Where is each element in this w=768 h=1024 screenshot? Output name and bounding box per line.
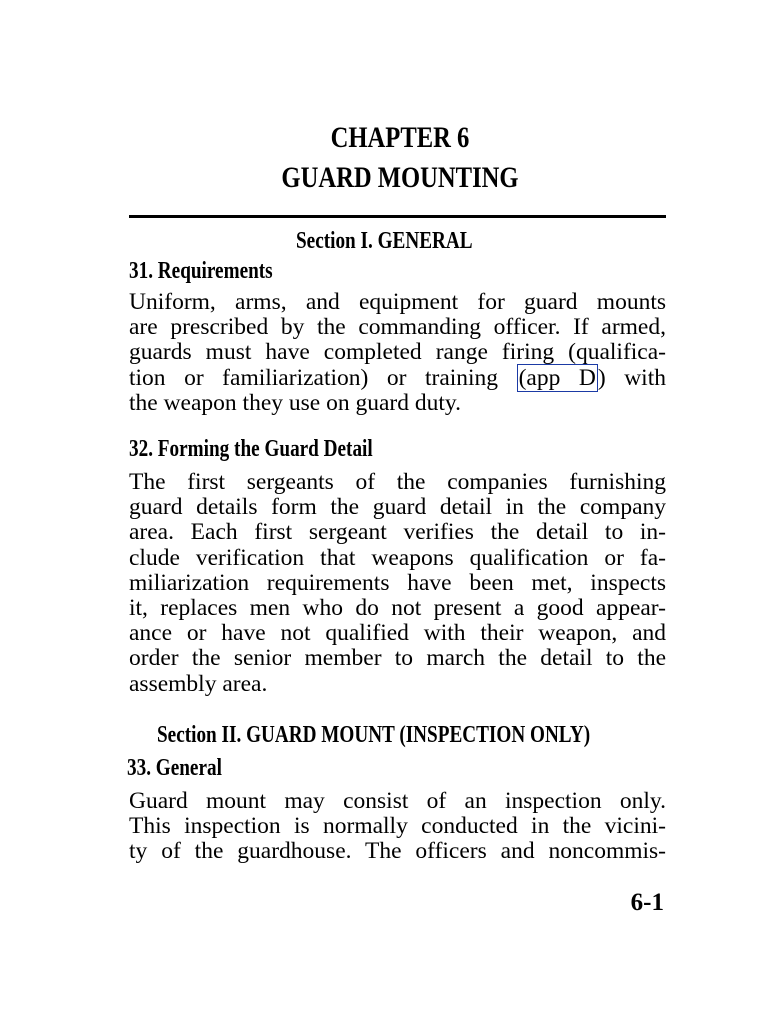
horizontal-rule xyxy=(129,215,666,218)
text-line: it, replaces men who do not present a good appear- xyxy=(129,595,666,622)
text-line: the weapon they use on guard duty. xyxy=(129,389,461,416)
text-line: The first sergeants of the companies furnishing xyxy=(129,469,666,495)
paragraph-heading-forming-guard-detail: 32. Forming the Guard Detail xyxy=(129,436,373,462)
text-line: This inspection is normally conducted in the vicini- xyxy=(129,813,666,840)
paragraph-forming-guard-detail xyxy=(129,470,666,697)
page-number: 6-1 xyxy=(630,889,664,916)
text-line: clude verification that weapons qualification or fa- xyxy=(129,544,666,571)
text-fragment: ) with xyxy=(597,364,666,391)
section-heading-guard-mount: Section II. GUARD MOUNT (INSPECTION ONLY) xyxy=(157,722,591,748)
section-heading-general: Section I. GENERAL xyxy=(296,228,473,254)
text-line xyxy=(129,366,666,391)
paragraph-heading-general: 33. General xyxy=(127,755,222,781)
text-line: guards must have completed range firing (qualifica- xyxy=(129,339,666,366)
text-line: order the senior member to march the detail to the xyxy=(129,645,666,672)
paragraph-heading-requirements: 31. Requirements xyxy=(129,258,273,284)
text-line: ance or have not qualified with their weapon, and xyxy=(129,620,666,647)
chapter-title: GUARD MOUNTING xyxy=(281,161,519,194)
chapter-number: CHAPTER 6 xyxy=(330,121,470,154)
text-line: guard details form the guard detail in the company xyxy=(129,494,666,521)
paragraph-general xyxy=(129,789,666,865)
text-fragment: tion or familiarization) or training xyxy=(129,364,517,391)
text-line: Uniform, arms, and equipment for guard mounts xyxy=(129,289,666,315)
text-line: assembly area. xyxy=(129,670,268,697)
text-line: ty of the guardhouse. The officers and noncommis- xyxy=(129,838,666,865)
paragraph-requirements xyxy=(129,290,666,416)
text-line: are prescribed by the commanding officer. If armed, xyxy=(129,314,666,341)
appendix-d-link[interactable]: (app D xyxy=(518,364,596,391)
text-line: Guard mount may consist of an inspection only. xyxy=(129,788,666,814)
text-line: area. Each first sergeant verifies the detail to in- xyxy=(129,519,666,546)
text-line: miliarization requirements have been met, inspects xyxy=(129,569,666,596)
